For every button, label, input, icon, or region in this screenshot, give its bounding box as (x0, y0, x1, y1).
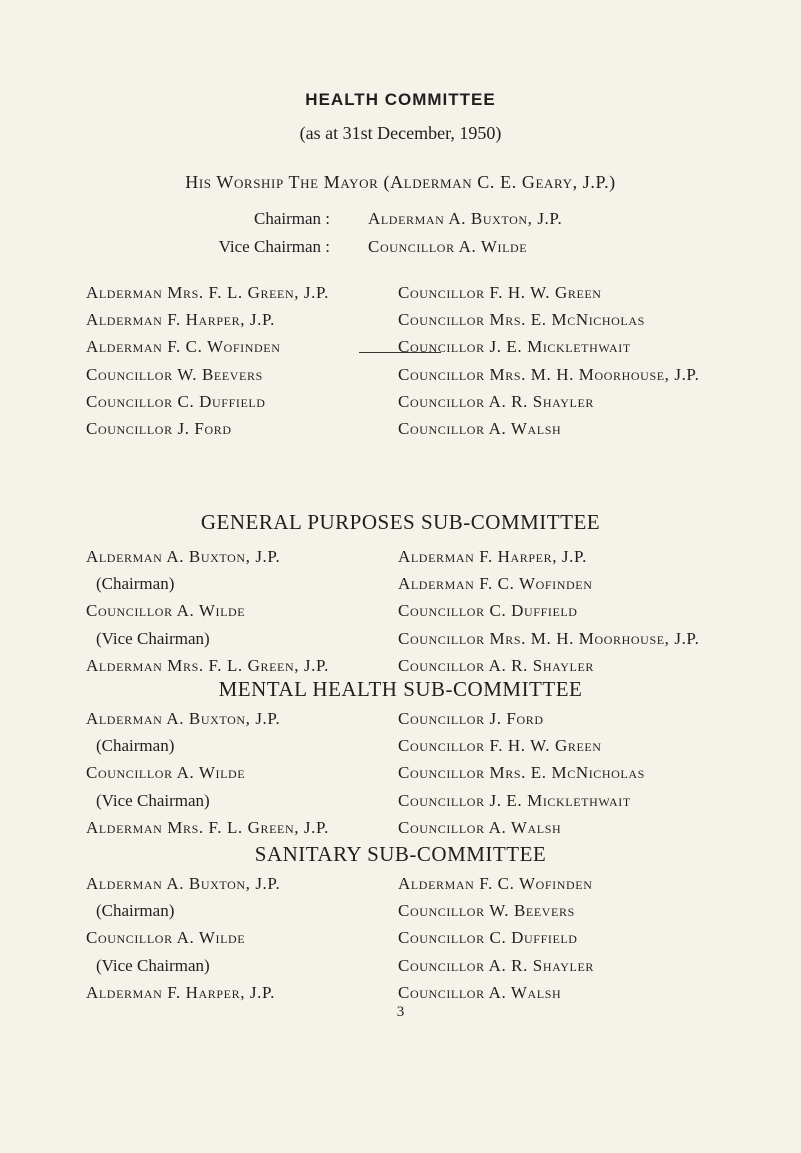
member-name: Alderman Mrs. F. L. Green, J.P. (86, 283, 330, 302)
sanitary-left (86, 870, 280, 1006)
member-name: Councillor A. R. Shayler (398, 391, 595, 411)
section-divider (359, 352, 441, 353)
general-purposes-left (86, 543, 329, 679)
member-name: Alderman F. Harper, J.P. (398, 547, 587, 566)
mental-health-right (398, 705, 645, 841)
page-number: 3 (396, 1004, 405, 1020)
member-name: Councillor Mrs. E. McNicholas (398, 763, 645, 783)
health-members-right (398, 279, 699, 442)
general-purposes-title: GENERAL PURPOSES SUB-COMMITTEE (200, 510, 601, 534)
chairman-name: Alderman A. Buxton, J.P. (86, 709, 281, 728)
member-name: Alderman F. Harper, J.P. (86, 982, 275, 1002)
member-name: Councillor C. Duffield (86, 391, 266, 411)
member-name: Councillor Mrs. M. H. Moorhouse, J.P. (398, 628, 700, 648)
vice-chairman-label: Vice Chairman : (218, 237, 330, 256)
member-name: Councillor J. E. Micklethwait (398, 790, 631, 810)
member-name: Councillor J. Ford (86, 418, 232, 438)
mental-health-title: MENTAL HEALTH SUB-COMMITTEE (218, 677, 583, 701)
sanitary-title: SANITARY SUB-COMMITTEE (254, 842, 547, 866)
page-subtitle: (as at 31st December, 1950) (299, 123, 502, 143)
vice-chairman-name: Councillor A. Wilde (368, 237, 528, 256)
general-purposes-right (398, 543, 699, 679)
chairman-name: Alderman A. Buxton, J.P. (368, 209, 563, 228)
member-name: Councillor W. Beevers (398, 901, 575, 921)
member-name: Councillor F. H. W. Green (398, 736, 602, 756)
member-name: Councillor C. Duffield (398, 601, 578, 621)
member-name: Councillor A. R. Shayler (398, 955, 595, 975)
vice-chairman-name: Councillor A. Wilde (86, 763, 246, 783)
member-name: Alderman Mrs. F. L. Green, J.P. (86, 817, 330, 837)
vice-chairman-name: Councillor A. Wilde (86, 928, 246, 948)
mayor-line: His Worship The Mayor (Alderman C. E. Geary, J.P.) (185, 172, 616, 192)
member-name: Councillor C. Duffield (398, 928, 578, 948)
member-name: Alderman F. C. Wofinden (398, 874, 593, 893)
health-members-left (86, 279, 329, 442)
chairman-name: Alderman A. Buxton, J.P. (86, 547, 281, 566)
member-name: Councillor A. Walsh (398, 418, 562, 438)
sanitary-right (398, 870, 594, 1006)
member-name: Councillor A. Walsh (398, 817, 562, 837)
member-name: Councillor J. Ford (398, 709, 544, 728)
chairman-name: Alderman A. Buxton, J.P. (86, 874, 281, 893)
vice-chairman-name: Councillor A. Wilde (86, 601, 246, 621)
member-name: Councillor A. R. Shayler (398, 655, 595, 675)
member-name: Councillor J. E. Micklethwait (398, 337, 631, 357)
member-name: Councillor Mrs. E. McNicholas (398, 310, 645, 330)
page-title: HEALTH COMMITTEE (305, 90, 496, 109)
chairman-note: (Chairman) (96, 574, 175, 594)
chairman-note: (Chairman) (96, 901, 175, 921)
mental-health-left (86, 705, 329, 841)
vice-chairman-note: (Vice Chairman) (96, 790, 210, 810)
member-name: Alderman F. Harper, J.P. (86, 310, 275, 330)
chairman-note: (Chairman) (96, 736, 175, 756)
vice-chairman-note: (Vice Chairman) (96, 955, 210, 975)
member-name: Alderman Mrs. F. L. Green, J.P. (86, 655, 330, 675)
vice-chairman-note: (Vice Chairman) (96, 628, 210, 648)
member-name: Councillor A. Walsh (398, 982, 562, 1002)
member-name: Councillor Mrs. M. H. Moorhouse, J.P. (398, 364, 700, 384)
member-name: Alderman F. C. Wofinden (398, 574, 593, 594)
member-name: Councillor F. H. W. Green (398, 283, 602, 302)
chairman-label: Chairman : (253, 209, 330, 228)
member-name: Alderman F. C. Wofinden (86, 337, 281, 357)
member-name: Councillor W. Beevers (86, 364, 263, 384)
